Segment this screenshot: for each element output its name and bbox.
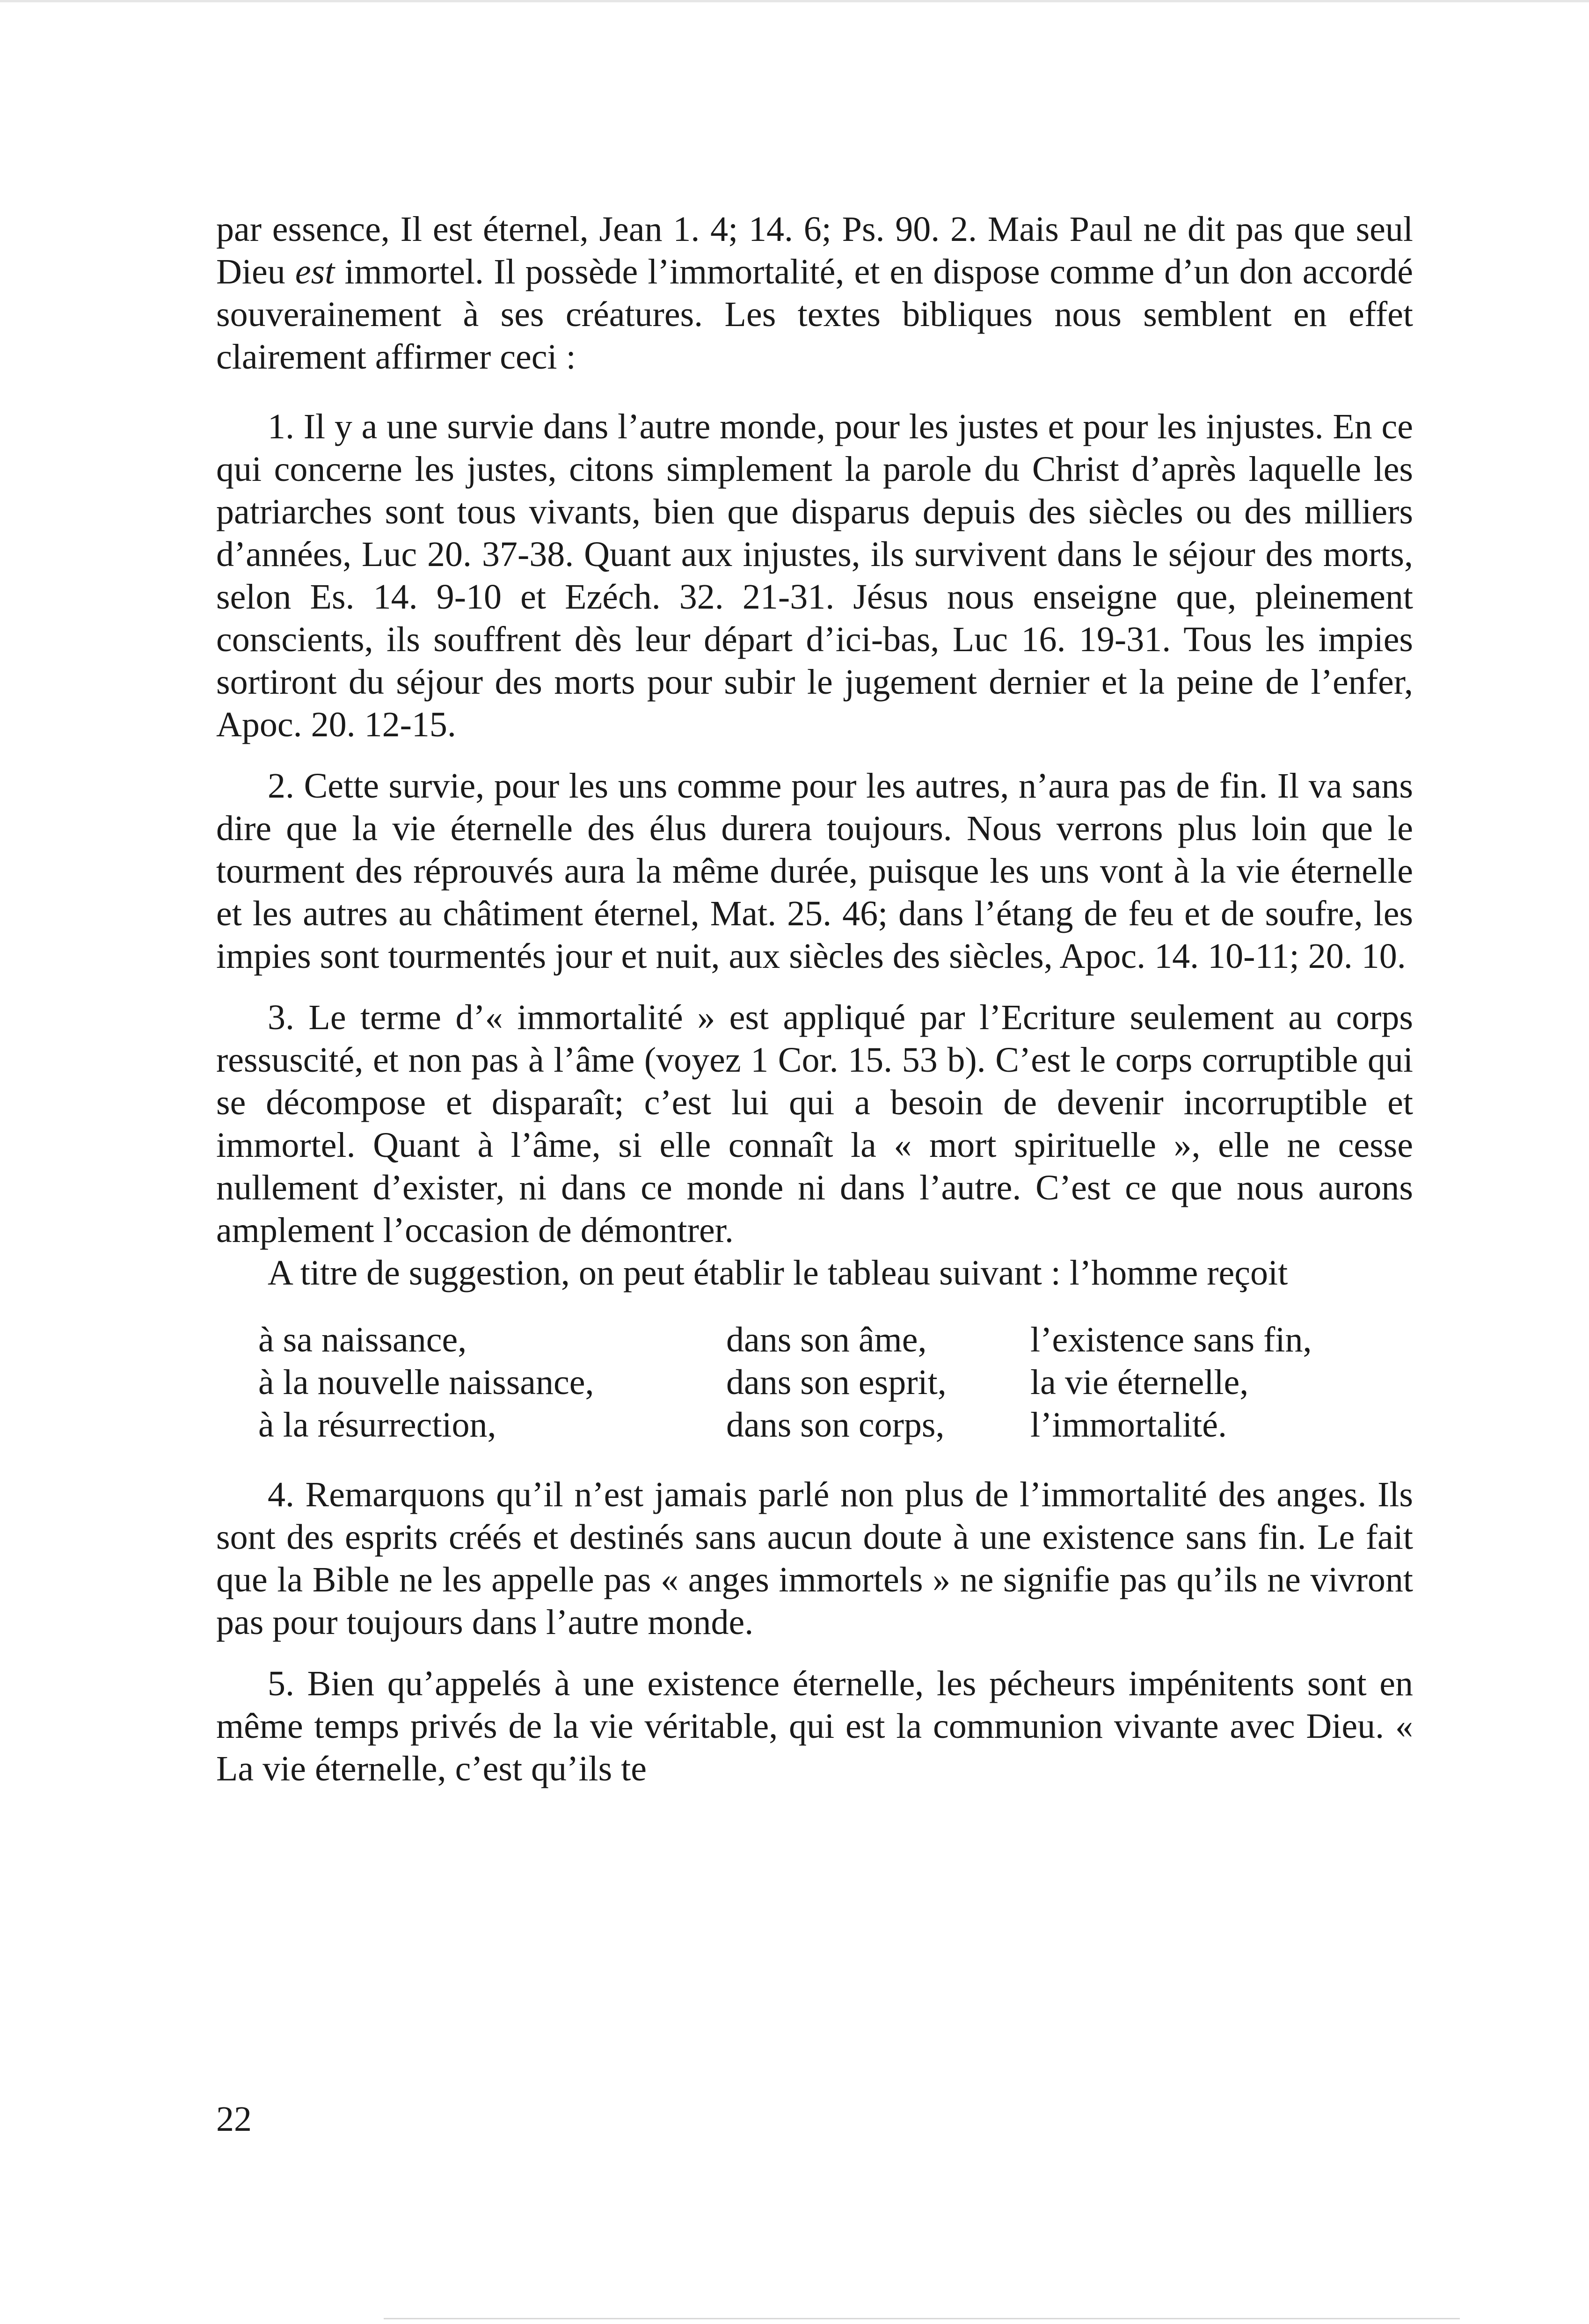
page-body <box>216 208 1413 1790</box>
intro-paragraph <box>216 208 1413 378</box>
bottom-scan-edge <box>384 2318 1460 2319</box>
page-number: 22 <box>216 2099 252 2139</box>
top-scan-edge <box>0 0 1589 2</box>
table-cell-when: à la résurrection, <box>258 1405 496 1445</box>
intro-text-a: par essence, Il est éternel, Jean 1. 4; 14. 6; Ps. 90. 2. Mais Paul ne dit pas que seul Dieu <box>216 210 1413 291</box>
intro-emphasis: est <box>295 252 335 291</box>
paragraph-1: 1. Il y a une survie dans l’autre monde, pour les justes et pour les injustes. En ce qui concerne les justes, citons simplement la parole du Christ d’après laquelle les patriarches sont tous vivants, bien que disparus depuis des siècles ou des milliers d’années, Luc 20. 37-38. Quant aux injustes, ils survivent dans le séjour des morts, selon Es. 14. 9-10 et Ezéch. 32. 21-31. Jésus nous enseigne que, pleinement conscients, ils souffrent dès leur départ d’ici-bas, Luc 16. 19-31. Tous les impies sortiront du séjour des morts pour subir le jugement dernier et la peine de l’enfer, Apoc. 20. 12-15. <box>216 407 1413 744</box>
paragraph-4: 4. Remarquons qu’il n’est jamais parlé non plus de l’immortalité des anges. Ils sont des esprits créés et destinés sans aucun doute à une existence sans fin. Le fait que la Bible ne les appelle pas « anges immortels » ne signifie pas qu’ils ne vivront pas pour toujours dans l’autre monde. <box>216 1475 1413 1642</box>
paragraph-3-suggestion: A titre de suggestion, on peut établir le tableau suivant : l’homme reçoit <box>268 1253 1288 1293</box>
table-cell-where: dans son âme, <box>726 1320 927 1359</box>
table-cell-what: la vie éternelle, <box>1030 1363 1249 1402</box>
table-row <box>258 1404 1312 1446</box>
paragraph-5: 5. Bien qu’appelés à une existence éternelle, les pécheurs impénitents sont en même temps privés de la vie véritable, qui est la communion vivante avec Dieu. « La vie éternelle, c’est qu’ils te <box>216 1664 1413 1788</box>
table-row <box>258 1319 1312 1361</box>
table-cell-what: l’existence sans fin, <box>1030 1320 1312 1359</box>
paragraph-3: 3. Le terme d’« immortalité » est appliqué par l’Ecriture seulement au corps ressuscité, et non pas à l’âme (voyez 1 Cor. 15. 53 b). C’est le corps corruptible qui se décompose et disparaît; c’est lui qui a besoin de devenir incorruptible et immortel. Quant à l’âme, si elle connaît la « mort spirituelle », elle ne cesse nullement d’exister, ni dans ce monde ni dans l’autre. C’est ce que nous aurons amplement l’occasion de démontrer. <box>216 998 1413 1250</box>
intro-text-b: immortel. Il possède l’immortalité, et en dispose comme d’un don accordé souverainement à ses créatures. Les textes bibliques nous semblent en effet clairement affirmer ceci : <box>216 252 1414 377</box>
table-cell-when: à sa naissance, <box>258 1320 467 1359</box>
table-cell-when: à la nouvelle naissance, <box>258 1363 594 1402</box>
paragraph-2: 2. Cette survie, pour les uns comme pour les autres, n’aura pas de fin. Il va sans dire que la vie éternelle des élus durera toujours. Nous verrons plus loin que le tourment des réprouvés aura la même durée, puisque les uns vont à la vie éternelle et les autres au châtiment éternel, Mat. 25. 46; dans l’étang de feu et de soufre, les impies sont tourmentés jour et nuit, aux siècles des siècles, Apoc. 14. 10-11; 20. 10. <box>216 766 1413 976</box>
table-cell-where: dans son esprit, <box>726 1363 947 1402</box>
table-cell-what: l’immortalité. <box>1030 1405 1227 1445</box>
table-row <box>258 1361 1312 1404</box>
table-cell-where: dans son corps, <box>726 1405 945 1445</box>
summary-table <box>258 1319 1312 1446</box>
